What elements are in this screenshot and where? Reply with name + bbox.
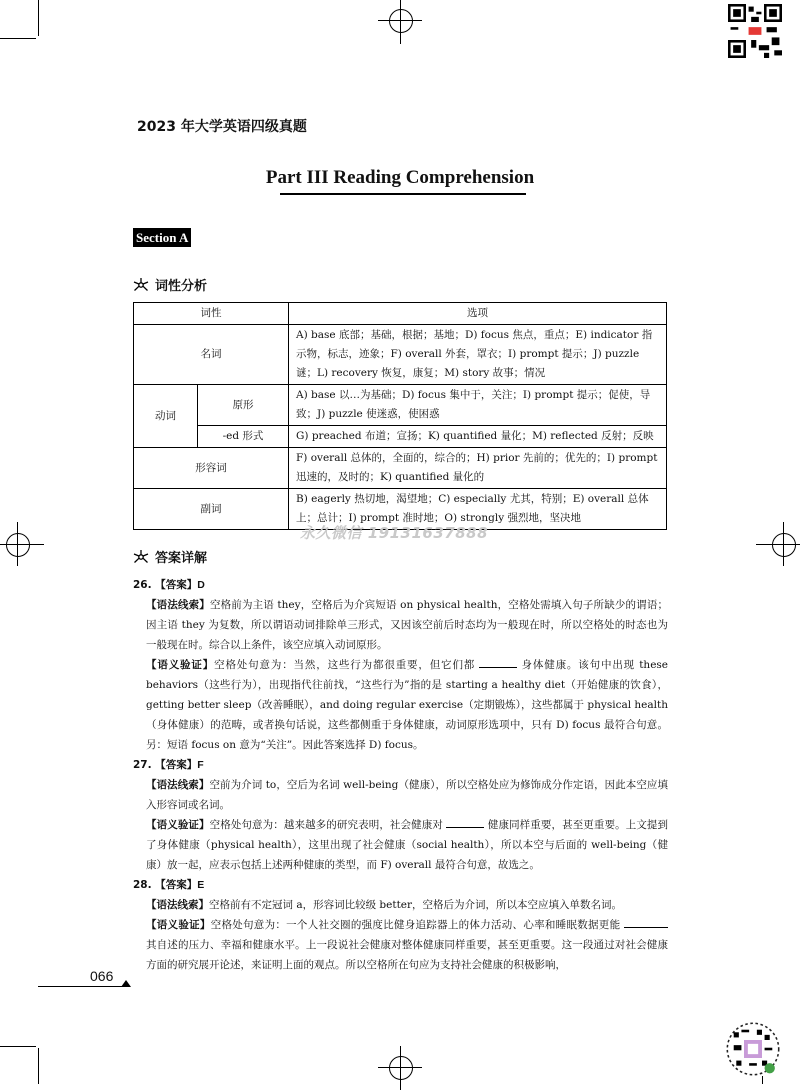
registration-mark (772, 533, 796, 557)
verb-ed-options: G) preached 布道；宣扬；K) quantified 量化；M) reflected 反射；反映 (289, 426, 667, 448)
table-row (134, 426, 667, 448)
answer-tag: 【答案】 (155, 879, 198, 891)
grammar-text: 空前为介词 to，空后为名词 well-being（健康），所以空格处应为修饰成分作定语，因此本空应填入形容词或名词。 (146, 779, 668, 811)
registration-mark (17, 522, 18, 566)
meaning-text: 其自述的压力、幸福和健康水平。上一段说社会健康对整体健康同样重要，甚至更重要。这一段通过对社会健康方面的研究展开论述，来证明上面的观点。所以空格所在句应为支持社会健康的积极影响， (146, 939, 668, 971)
pos-analysis-heading (133, 275, 207, 294)
section-label: Section A (133, 228, 191, 247)
crop-mark (38, 1048, 39, 1084)
meaning-text: 健康同样重要，甚至更重要。上文提到了身体健康（physical health），这里出现了社会健康（social health），所以本空与后面的 well-being（健康）放一起，应表示包括上述两种健康的类型，而 F) overall 最符合句意，故选之。 (146, 819, 669, 871)
registration-mark (389, 9, 413, 33)
answer-letter: E (197, 879, 205, 891)
question-number: 26. (133, 579, 152, 591)
question-number: 28. (133, 879, 152, 891)
network-icon (133, 277, 149, 293)
grammar-clue (133, 895, 668, 915)
pos-analysis-title: 词性分析 (155, 279, 208, 294)
crop-mark (0, 1046, 36, 1047)
watermark-text: 永久微信 19131637888 (300, 524, 489, 542)
answers-heading (133, 547, 207, 566)
verb-base-options: A) base 以…为基础；D) focus 集中于，关注；I) prompt 提示；促使，导致；J) puzzle 使迷惑，使困惑 (289, 385, 667, 426)
answers-body (133, 575, 668, 975)
grammar-clue (133, 595, 668, 655)
page-number: 066 (90, 968, 114, 984)
answer-tag: 【答案】 (155, 579, 198, 591)
noun-options: A) base 底部；基础，根据；基地；D) focus 焦点，重点；E) indicator 指示物，标志，迹象；F) overall 外套，罩衣；I) prompt 提示；J) puzzle 谜；L) recovery 恢复，康复；M) story 故事；情况 (289, 325, 667, 385)
triangle-icon (121, 980, 131, 987)
grammar-clue (133, 775, 668, 815)
header-pos: 词性 (134, 303, 289, 325)
meaning-check (133, 915, 668, 975)
meaning-tag: 【语义验证】 (146, 819, 210, 831)
grammar-tag: 【语法线索】 (146, 599, 210, 611)
part-title: Part III Reading Comprehension (265, 167, 535, 188)
qr-code-image (726, 1022, 780, 1076)
registration-mark (0, 544, 44, 545)
noun-label: 名词 (134, 325, 289, 385)
table-row (134, 325, 667, 385)
grammar-tag: 【语法线索】 (146, 779, 210, 791)
meaning-text: 空格处句意为：当然，这些行为都很重要，但它们都 (214, 659, 476, 671)
meaning-check (133, 815, 668, 875)
pos-table (133, 302, 667, 530)
crop-mark (38, 0, 39, 36)
answer-28 (133, 875, 668, 895)
meaning-text: 空格处句意为：越来越多的研究表明，社会健康对 (209, 819, 443, 831)
grammar-text: 空格前有不定冠词 a，形容词比较级 better，空格后为介词，所以本空应填入单数名词。 (209, 899, 623, 911)
grammar-tag: 【语法线索】 (146, 899, 209, 911)
answer-26 (133, 575, 668, 595)
adv-label: 副词 (134, 489, 289, 530)
crop-mark (0, 38, 36, 39)
adj-options: F) overall 总体的，全面的，综合的；H) prior 先前的；优先的；I) prompt 迅速的，及时的；K) quantified 量化的 (289, 448, 667, 489)
verb-label: 动词 (134, 385, 198, 448)
table-row (134, 385, 667, 426)
registration-mark (6, 533, 30, 557)
exam-label: 2023 年大学英语四级真题 (137, 119, 307, 135)
table-header-row (134, 303, 667, 325)
network-icon (133, 549, 149, 565)
registration-mark (783, 522, 784, 566)
blank-line (446, 815, 484, 828)
meaning-tag: 【语义验证】 (146, 659, 215, 671)
meaning-check (133, 655, 668, 755)
question-number: 27. (133, 759, 152, 771)
answers-title: 答案详解 (155, 551, 208, 566)
table-row (134, 448, 667, 489)
adj-label: 形容词 (134, 448, 289, 489)
meaning-text: 身体健康。该句中出现 these behaviors（这些行为），出现指代往前找，“这些行为”指的是 starting a healthy diet（开始健康的饮食），getting better sleep（改善睡眠），and doing regular exercise（定期锻炼），这些都属于 physical health（身体健康）的范畴，或者换句话说，这些都侧重于身体健康，动词原形选项中，只有 D) focus 最符合句意。另：短语 focus on 意为“关注”。因此答案选择 D) focus。 (146, 659, 669, 751)
grammar-text: 空格前为主语 they，空格后为介宾短语 on physical health，空格处需填入句子所缺少的谓语；因主语 they 为复数，所以谓语动词排除单三形式，又因该空前后时态均为一般现在时，所以空格处的时态也为一般现在时。综合以上条件，该空应填入动词原形。 (146, 599, 668, 651)
blank-line (479, 655, 517, 668)
answer-27 (133, 755, 668, 775)
answer-letter: D (197, 579, 205, 591)
answer-tag: 【答案】 (155, 759, 198, 771)
registration-mark (400, 1046, 401, 1090)
verb-base-label: 原形 (198, 385, 289, 426)
title-underline (280, 193, 526, 195)
blank-line (624, 915, 668, 928)
verb-ed-label: -ed 形式 (198, 426, 289, 448)
meaning-tag: 【语义验证】 (146, 919, 211, 931)
answer-letter: F (197, 759, 204, 771)
registration-mark (389, 1056, 413, 1080)
meaning-text: 空格处句意为：一个人社交圈的强度比健身追踪器上的体力活动、心率和睡眠数据更能 (210, 919, 621, 931)
registration-mark (400, 0, 401, 44)
registration-mark (756, 544, 800, 545)
adv-options: B) eagerly 热切地，渴望地；C) especially 尤其，特别；E) overall 总体上；总计；I) prompt 准时地；O) strongly 强烈地，坚决地 (289, 489, 667, 530)
header-options: 选项 (289, 303, 667, 325)
page-rule (38, 986, 130, 987)
qr-code-image (728, 4, 782, 58)
